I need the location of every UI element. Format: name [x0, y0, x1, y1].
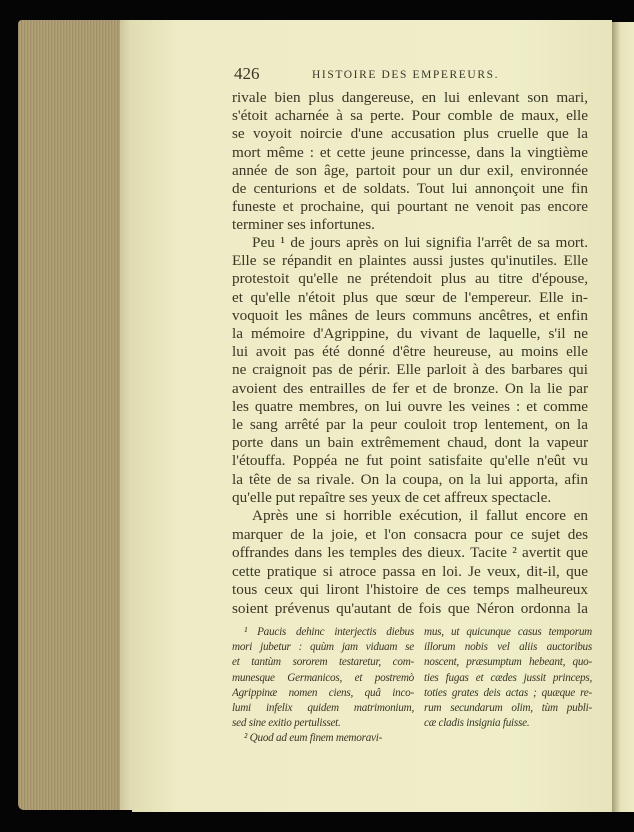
body-line: s'étoit acharnée à sa perte. Pour comble de maux, elle [232, 107, 588, 125]
running-title: HISTOIRE DES EMPEREURS. [312, 69, 500, 81]
page-number: 426 [234, 64, 260, 83]
footnote-line: Agrippinæ nomen ciens, quâ inco- [232, 686, 414, 699]
body-line: année de son âge, partoit pour un dur exil, environnée [232, 161, 588, 179]
body-line: funeste et prochaine, qui pourtant ne venoit pas encore [232, 198, 588, 216]
footnote-line: ties fugas et cædes jussit princeps, [424, 671, 592, 684]
body-line: tous ceux qui liront l'histoire de ces temps malheureux [232, 581, 588, 599]
body-line: porte dans un bain extrêmement chaud, dont la vapeur [232, 434, 588, 452]
body-line: Après une si horrible exécution, il fallut encore en [252, 507, 588, 524]
body-line: Elle se répandit en plaintes aussi justes qu'inutiles. Elle [232, 252, 588, 270]
body-line: les quatre membres, on lui ouvre les veines : et comme [232, 397, 588, 415]
body-line: lui avoit pas été donné d'être heureuse, au moins elle [232, 343, 588, 361]
footnote-line: toties grates deis actas ; quæque re- [424, 686, 592, 699]
body-line: protestoit qu'elle ne prétendoit plus au titre d'épouse, [232, 270, 588, 288]
body-line: se voyoit noircie d'une accusation plus cruelle que la [232, 125, 588, 143]
footnote-line: ¹ Paucis dehinc interjectis diebus [244, 626, 414, 638]
footnote-line: noscent, præsumptum hebeant, quo- [424, 656, 592, 669]
body-line: ne craignoit pas de périr. Elle parloit à des barbares qui [232, 361, 588, 379]
body-line: la tête de sa rivale. On la coupa, on la lui apporta, afin [232, 470, 588, 488]
footnote-line: cæ cladis insignia fuisse. [424, 717, 530, 730]
body-line: offrandes dans les temples des dieux. Tacite ² avertit que [232, 544, 588, 562]
body-line: rivale bien plus dangereuse, en lui enlevant son mari, [232, 89, 588, 106]
footnote-line: sed sine exitio pertulisset. [232, 717, 341, 730]
footnote-line: lumi infelix quidem matrimonium, [232, 702, 414, 714]
footnote-line: ² Quod ad eum finem memoravi- [244, 732, 383, 745]
body-line: cette pratique si atroce passa en loi. Je veux, dit-il, que [232, 562, 588, 580]
body-line: de centurions et de soldats. Tout lui annonçoit une fin [232, 180, 588, 197]
facing-page-edge [612, 22, 634, 812]
body-line: Peu ¹ de jours après on lui signifia l'arrêt de sa mort. [252, 234, 588, 251]
body-line: la mémoire d'Agrippine, du vivant de laquelle, s'il ne [232, 325, 588, 342]
body-line: terminer ses infortunes. [232, 216, 375, 234]
footnote-line: mus, ut quicunque casus temporum [424, 626, 592, 638]
footnote-line: mori jubetur : quùm jam viduam se [232, 641, 414, 654]
body-line: mort même : et cette jeune princesse, dans la vingtième [232, 143, 588, 161]
body-line: soient prévenus qu'autant de fois que Néron ordonna la [232, 600, 588, 617]
footnote-line: rum secundarum olim, tùm publi- [424, 702, 592, 714]
body-line: voquoit les mânes de leurs communs ancêtres, et enfin [232, 306, 588, 324]
page-edges-stack [18, 20, 134, 810]
footnote-line: munesque Germanicos, et postremò [232, 671, 414, 684]
body-line: marquer de la joie, et l'on consacra pour ce sujet des [232, 525, 588, 543]
body-line: avoient des entrailles de fer et de bronze. On la lie par [232, 379, 588, 397]
body-line: l'étouffa. Poppéa ne fut point satisfaite qu'elle n'eût vu [232, 452, 588, 470]
body-line: le sang arrêté par la peur couloit trop lentement, on la [232, 416, 588, 433]
footnote-line: illorum nobis vel aliis auctoribus [424, 641, 592, 654]
body-line: et qu'elle n'étoit plus que sœur de l'empereur. Elle in- [232, 288, 588, 306]
footnote-line: et tantùm sororem testaretur, com- [232, 656, 414, 669]
body-line: qu'elle put repaître ses yeux de cet affreux spectacle. [232, 488, 552, 506]
